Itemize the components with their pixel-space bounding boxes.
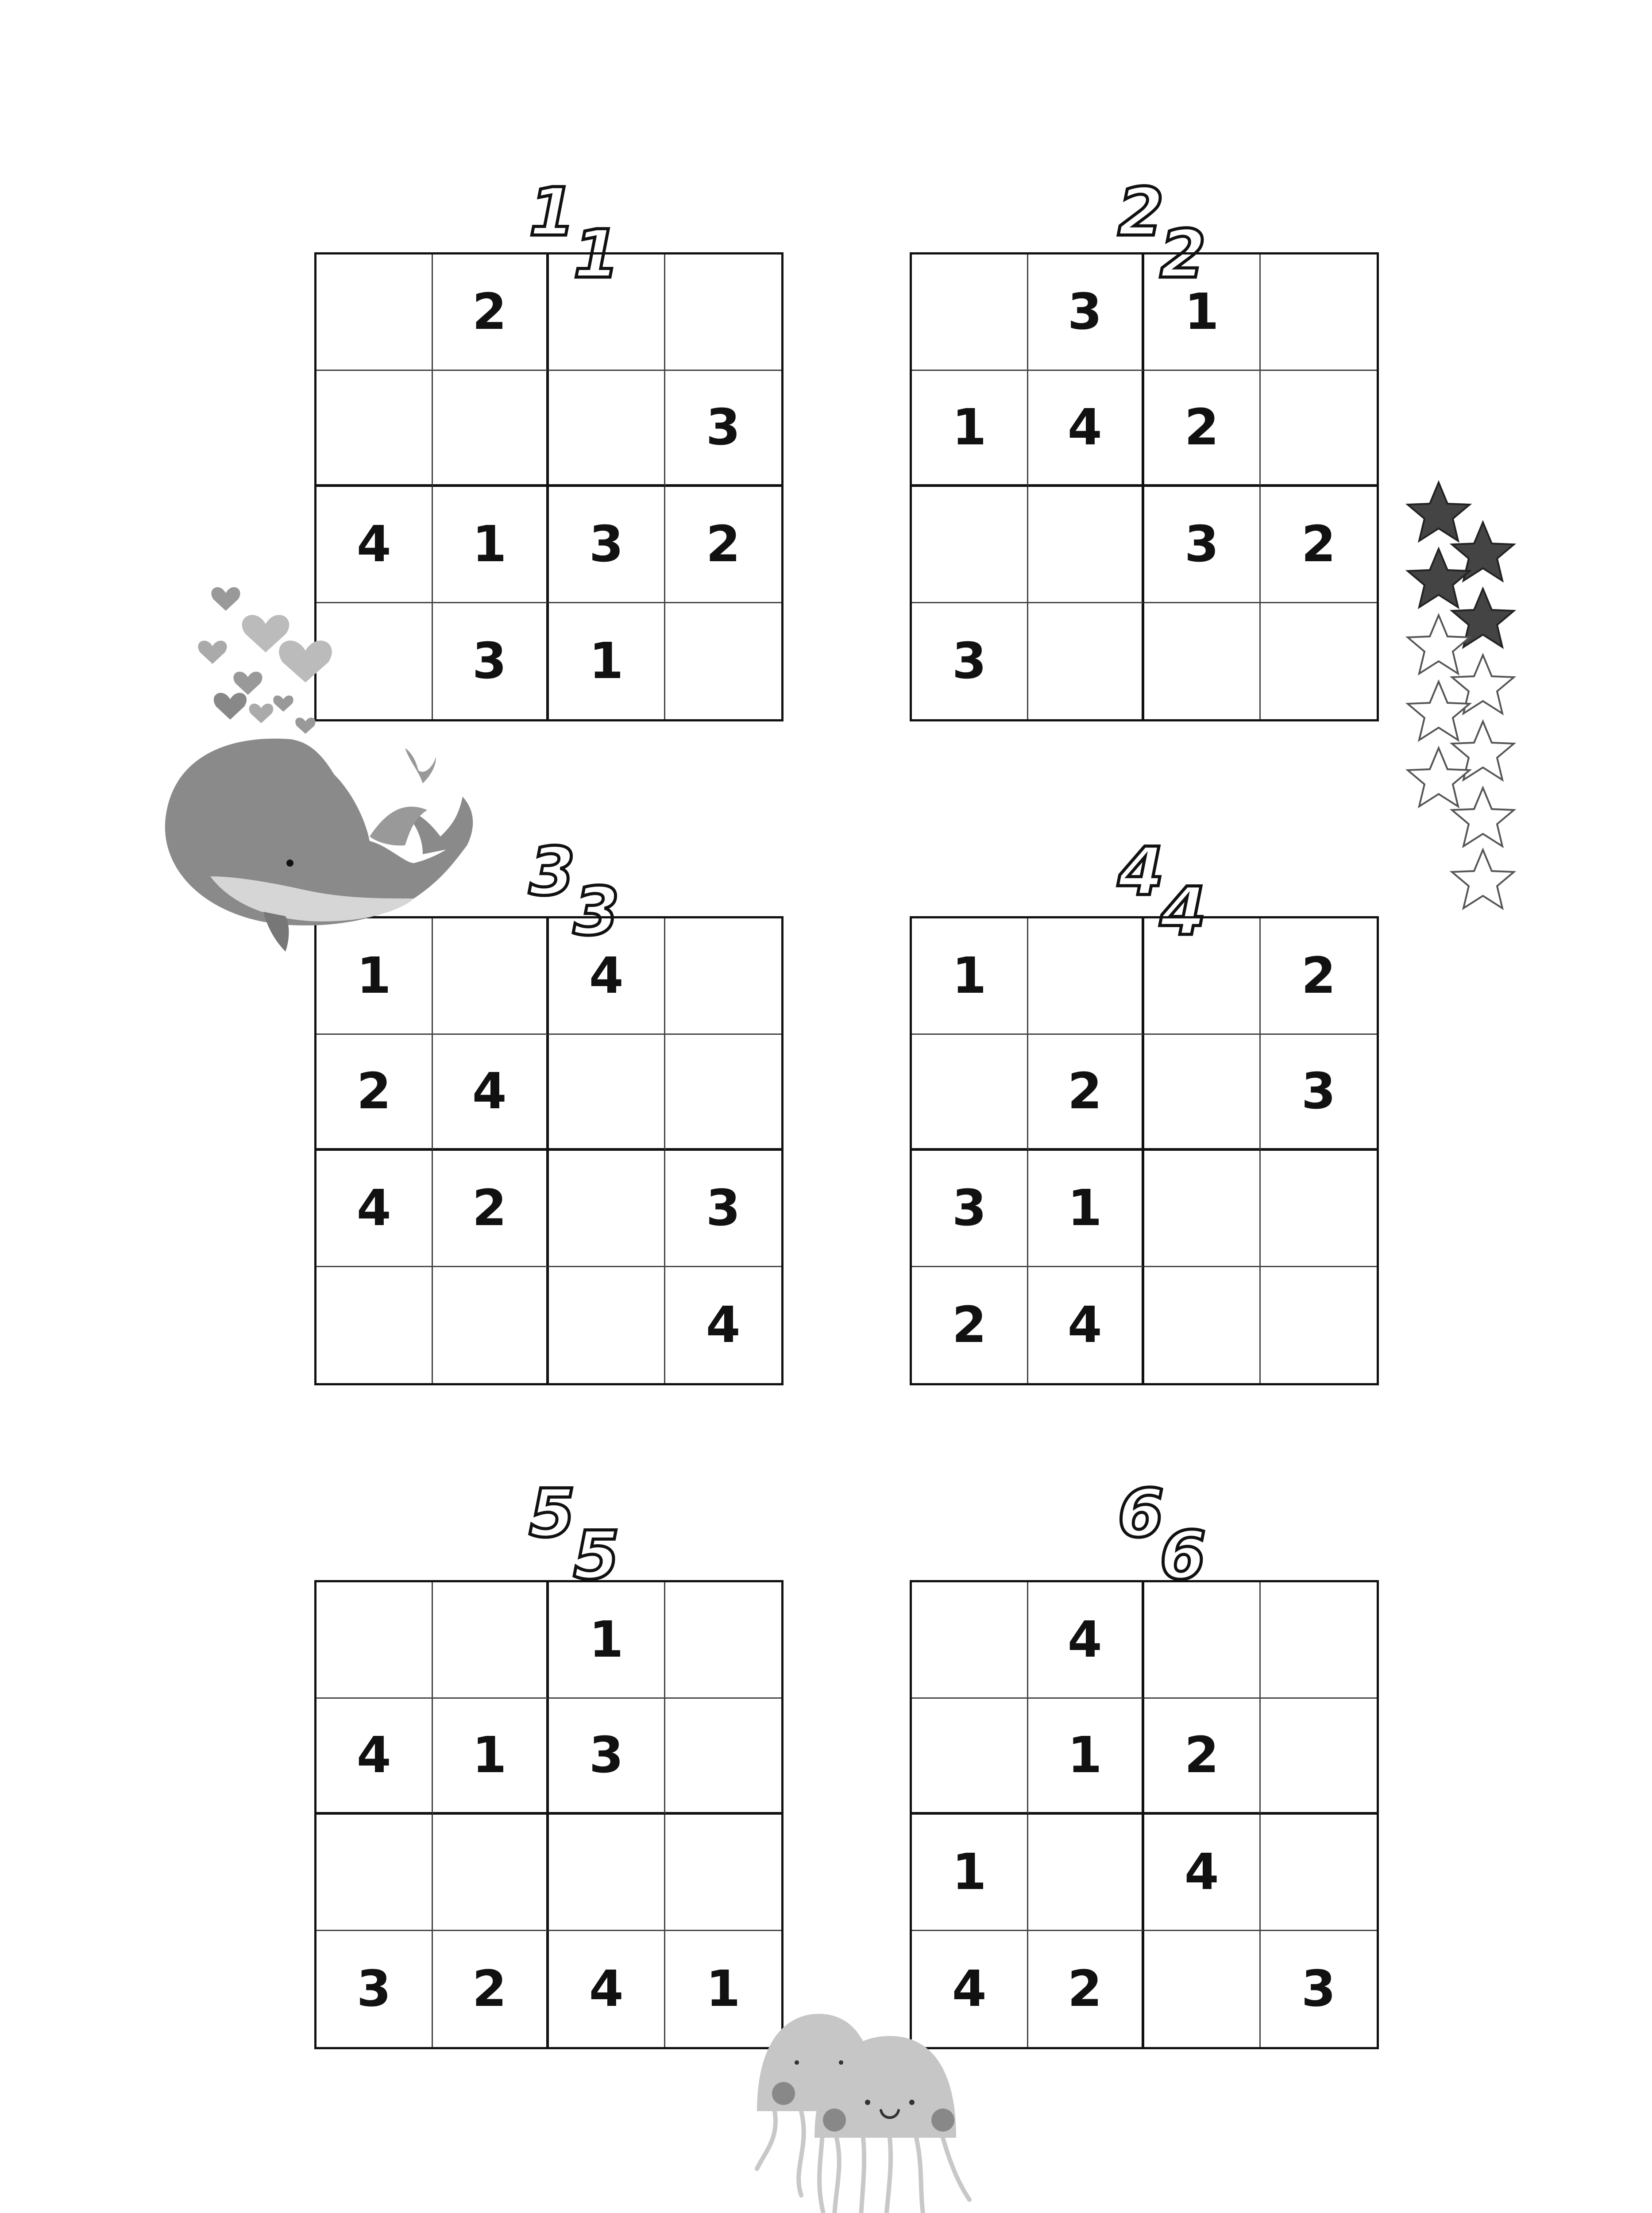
- puzzle-cell: 2: [1028, 1035, 1145, 1151]
- puzzle-grid: [910, 1580, 1379, 2049]
- puzzle-cell: [1144, 1582, 1261, 1699]
- puzzle-grid: [314, 916, 784, 1385]
- puzzle-grid: [314, 252, 784, 721]
- puzzle-cell: [1028, 487, 1145, 603]
- puzzle-cell: 1: [433, 487, 549, 603]
- puzzle-cell: 1: [317, 918, 433, 1035]
- puzzle-cell: [1144, 1267, 1261, 1384]
- puzzle-cell: 2: [433, 1151, 549, 1267]
- puzzle-cell: 2: [1261, 487, 1377, 603]
- puzzle-cell: [317, 1582, 433, 1699]
- puzzle-cell: [665, 254, 782, 371]
- puzzle-cell: 2: [912, 1267, 1028, 1384]
- puzzle-cell: 3: [549, 487, 665, 603]
- puzzle-grid: [910, 916, 1379, 1385]
- puzzle-cell: [665, 1699, 782, 1815]
- puzzle-cell: [433, 1582, 549, 1699]
- hearts-icon: [195, 575, 341, 739]
- puzzle-cell: [317, 1267, 433, 1384]
- puzzle-cell: [665, 1582, 782, 1699]
- puzzle-cell: [912, 1035, 1028, 1151]
- puzzle-cell: [1261, 1151, 1377, 1267]
- puzzle-cell: [549, 254, 665, 371]
- puzzle-cell: 4: [1028, 1267, 1145, 1384]
- puzzle-4-number-shadow: 4: [1160, 873, 1206, 950]
- puzzle-cell: 4: [912, 1931, 1028, 2047]
- puzzle-cell: [1261, 371, 1377, 487]
- jellyfish-icon: [748, 1992, 996, 2213]
- puzzle-cell: 1: [433, 1699, 549, 1815]
- puzzle-cell: [433, 1267, 549, 1384]
- puzzle-cell: 3: [433, 603, 549, 720]
- puzzle-cell: 3: [1028, 254, 1145, 371]
- puzzle-5-number-shadow: 5: [573, 1517, 620, 1594]
- puzzle-cell: 3: [912, 1151, 1028, 1267]
- puzzle-grid: [910, 252, 1379, 721]
- puzzle-cell: 2: [1028, 1931, 1145, 2047]
- puzzle-cell: 4: [317, 487, 433, 603]
- puzzle-cell: [1028, 918, 1145, 1035]
- puzzle-cell: [1144, 603, 1261, 720]
- puzzle-cell: [1261, 1582, 1377, 1699]
- puzzle-cell: [1144, 1035, 1261, 1151]
- puzzle-3-number-shadow: 3: [573, 873, 620, 950]
- puzzle-cell: 3: [912, 603, 1028, 720]
- puzzle-cell: [1144, 1151, 1261, 1267]
- puzzle-cell: 4: [317, 1151, 433, 1267]
- puzzle-cell: [317, 1815, 433, 1931]
- puzzle-cell: [1028, 603, 1145, 720]
- puzzle-cell: [549, 1035, 665, 1151]
- puzzle-cell: 2: [1144, 371, 1261, 487]
- puzzle-cell: 1: [549, 603, 665, 720]
- puzzle-cell: 2: [1261, 918, 1377, 1035]
- puzzle-cell: 3: [549, 1699, 665, 1815]
- puzzle-cell: 4: [1028, 1582, 1145, 1699]
- puzzle-cell: 3: [1144, 487, 1261, 603]
- puzzle-cell: [1261, 1815, 1377, 1931]
- puzzle-6: [910, 1580, 1379, 2049]
- puzzle-cell: [912, 254, 1028, 371]
- puzzle-cell: [1261, 1699, 1377, 1815]
- puzzle-cell: [1261, 603, 1377, 720]
- puzzle-cell: 1: [549, 1582, 665, 1699]
- puzzle-5: [314, 1580, 784, 2049]
- puzzle-cell: [665, 1815, 782, 1931]
- puzzle-3-number: 3: [529, 833, 575, 910]
- puzzle-cell: 2: [665, 487, 782, 603]
- puzzle-1-number: 1: [529, 174, 575, 251]
- puzzle-cell: 1: [912, 371, 1028, 487]
- puzzle-cell: [549, 1267, 665, 1384]
- puzzle-6-number: 6: [1118, 1475, 1164, 1552]
- puzzle-cell: [317, 254, 433, 371]
- puzzle-cell: 4: [549, 918, 665, 1035]
- stars-icon: [1403, 478, 1527, 921]
- puzzle-cell: 3: [1301, 1960, 1336, 2018]
- puzzle-cell: [317, 371, 433, 487]
- puzzle-cell: [912, 1699, 1028, 1815]
- puzzle-cell: [912, 1582, 1028, 1699]
- puzzle-2-number-shadow: 2: [1160, 216, 1206, 293]
- puzzle-cell: [912, 487, 1028, 603]
- puzzle-cell: 3: [317, 1931, 433, 2047]
- puzzle-6-number-shadow: 6: [1160, 1517, 1206, 1594]
- puzzle-grid: [314, 1580, 784, 2049]
- puzzle-cell: 4: [706, 1296, 741, 1354]
- puzzle-cell: 1: [706, 1960, 741, 2018]
- puzzle-cell: 1: [1028, 1151, 1145, 1267]
- puzzle-4: [910, 916, 1379, 1385]
- puzzle-cell: [665, 603, 782, 720]
- puzzle-cell: 2: [1144, 1699, 1261, 1815]
- puzzle-cell: 3: [665, 1151, 782, 1267]
- puzzle-cell: 4: [1144, 1815, 1261, 1931]
- puzzle-cell: [433, 371, 549, 487]
- puzzle-cell: [433, 1815, 549, 1931]
- puzzle-cell: 2: [433, 1931, 549, 2047]
- puzzle-4-number: 4: [1118, 833, 1164, 910]
- puzzle-cell: 4: [1028, 371, 1145, 487]
- puzzle-2-number: 2: [1118, 174, 1164, 251]
- puzzle-cell: [1261, 254, 1377, 371]
- puzzle-2: [910, 252, 1379, 721]
- puzzle-1-number-shadow: 1: [573, 216, 620, 293]
- puzzle-5-number: 5: [529, 1475, 575, 1552]
- puzzle-cell: [549, 1151, 665, 1267]
- puzzle-cell: [549, 1815, 665, 1931]
- puzzle-cell: 1: [1144, 254, 1261, 371]
- puzzle-cell: [1144, 918, 1261, 1035]
- puzzle-cell: 3: [665, 371, 782, 487]
- puzzle-cell: [665, 1035, 782, 1151]
- puzzle-cell: 1: [912, 1815, 1028, 1931]
- puzzle-cell: 1: [1028, 1699, 1145, 1815]
- puzzle-cell: [549, 371, 665, 487]
- puzzle-cell: [1261, 1267, 1377, 1384]
- puzzle-cell: [1144, 1931, 1261, 2047]
- puzzle-cell: 4: [549, 1931, 665, 2047]
- puzzle-cell: [1028, 1815, 1145, 1931]
- puzzle-cell: [665, 918, 782, 1035]
- puzzle-cell: 2: [433, 254, 549, 371]
- puzzle-3: [314, 916, 784, 1385]
- whale-icon: [157, 730, 476, 960]
- puzzle-cell: 1: [912, 918, 1028, 1035]
- puzzle-cell: 4: [433, 1035, 549, 1151]
- puzzle-cell: 4: [317, 1699, 433, 1815]
- puzzle-cell: 2: [317, 1035, 433, 1151]
- puzzle-cell: 3: [1261, 1035, 1377, 1151]
- puzzle-1: [314, 252, 784, 721]
